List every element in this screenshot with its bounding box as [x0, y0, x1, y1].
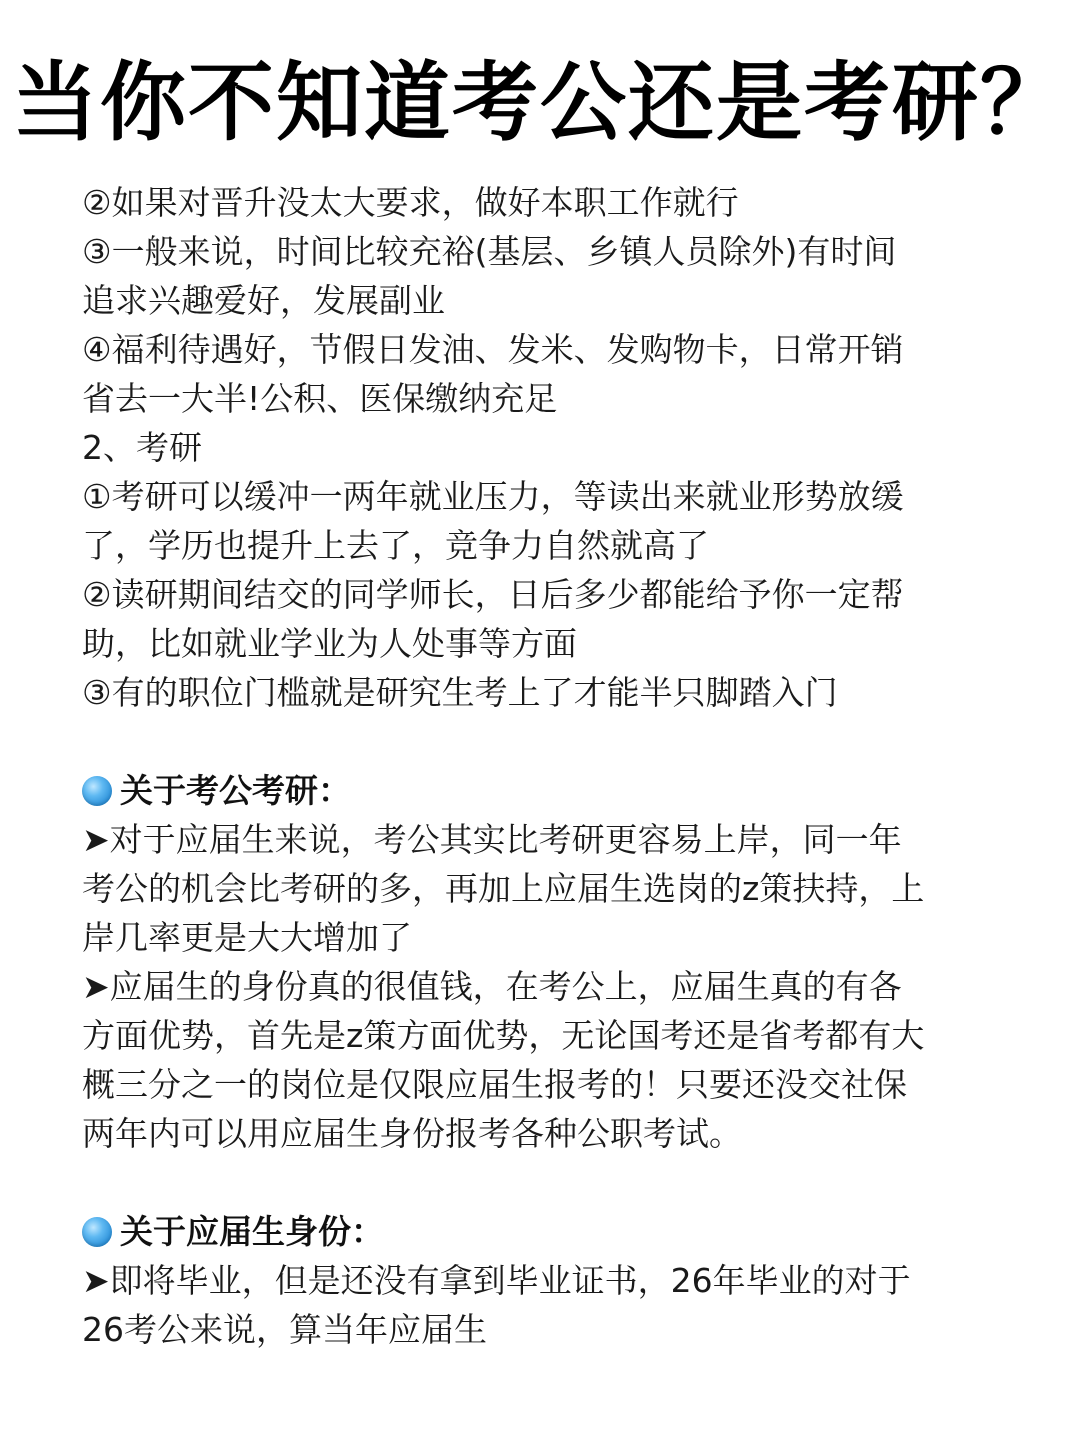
text-line: 概三分之一的岗位是仅限应届生报考的！只要还没交社保	[82, 1065, 907, 1104]
text-line: ②读研期间结交的同学师长，日后多少都能给予你一定帮	[82, 575, 904, 614]
text-line: 考公的机会比考研的多，再加上应届生选岗的z策扶持，上	[82, 869, 925, 908]
text-line: ➤即将毕业，但是还没有拿到毕业证书，26年毕业的对于	[82, 1261, 911, 1300]
civil-service-benefits-block	[82, 178, 1012, 717]
blue-circle-icon	[82, 776, 112, 806]
text-line: 方面优势，首先是z策方面优势，无论国考还是省考都有大	[82, 1016, 925, 1055]
article-body	[82, 178, 1012, 1354]
text-line: 岸几率更是大大增加了	[82, 918, 412, 957]
section-heading-text: 关于应届生身份：	[120, 1212, 384, 1251]
section-about-graduate-status	[82, 1207, 1012, 1354]
section-heading	[82, 766, 1012, 815]
text-line: ③一般来说，时间比较充裕(基层、乡镇人员除外)有时间	[82, 232, 897, 271]
subheading-kaoyan: 2、考研	[82, 428, 202, 467]
page-title: 当你不知道考公还是考研？	[12, 53, 1068, 153]
blue-circle-icon	[82, 1217, 112, 1247]
text-line: ①考研可以缓冲一两年就业压力，等读出来就业形势放缓	[82, 477, 904, 516]
section-heading-text: 关于考公考研：	[120, 771, 351, 810]
text-line: 省去一大半!公积、医保缴纳充足	[82, 379, 558, 418]
text-line: 了，学历也提升上去了，竞争力自然就高了	[82, 526, 709, 565]
section-about-kaogong-kaoyan	[82, 766, 1012, 1158]
text-line: ③有的职位门槛就是研究生考上了才能半只脚踏入门	[82, 673, 838, 712]
text-line: ➤应届生的身份真的很值钱，在考公上，应届生真的有各	[82, 967, 902, 1006]
text-line: 两年内可以用应届生身份报考各种公职考试。	[82, 1114, 742, 1153]
text-line: ➤对于应届生来说，考公其实比考研更容易上岸，同一年	[82, 820, 902, 859]
text-line: ②如果对晋升没太大要求，做好本职工作就行	[82, 183, 739, 222]
text-line: 26考公来说，算当年应届生	[82, 1310, 487, 1349]
spacer	[82, 717, 1012, 766]
text-line: 助，比如就业学业为人处事等方面	[82, 624, 577, 663]
text-line: 追求兴趣爱好，发展副业	[82, 281, 445, 320]
spacer	[82, 1158, 1012, 1207]
text-line: ④福利待遇好，节假日发油、发米、发购物卡，日常开销	[82, 330, 904, 369]
section-heading	[82, 1207, 1012, 1256]
